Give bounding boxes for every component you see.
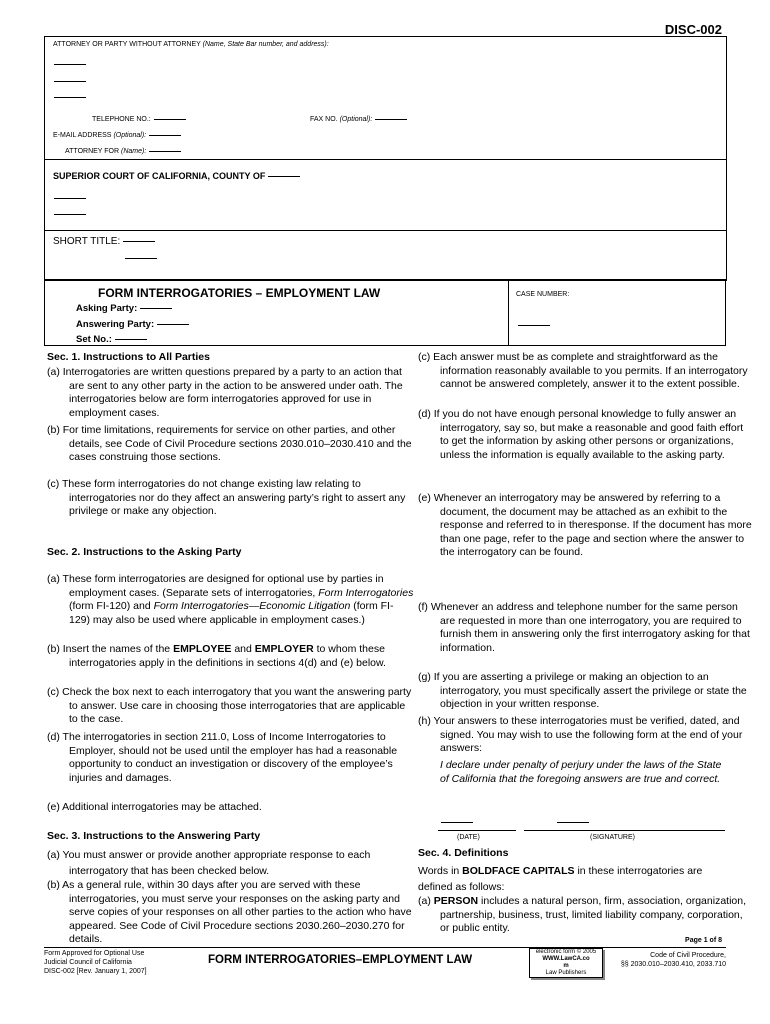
stamp-line-3: m <box>563 963 569 969</box>
attorney-for-note: (Name): <box>121 148 147 155</box>
fax-blank[interactable] <box>375 119 407 120</box>
asking-party-blank[interactable] <box>140 308 172 309</box>
divider <box>44 230 726 231</box>
case-number-blank[interactable] <box>518 325 550 326</box>
footer-left-2: Judicial Council of California <box>44 959 132 966</box>
sec4-intro-pre: Words in <box>418 865 463 877</box>
fax-field[interactable] <box>310 116 407 123</box>
date-line <box>438 830 516 831</box>
divider <box>44 279 45 345</box>
set-no-blank[interactable] <box>115 339 147 340</box>
asking-party-field[interactable] <box>76 303 172 314</box>
answering-party-label: Answering Party: <box>76 319 155 330</box>
sec2-a-it1: Form Interrogatories <box>318 586 414 599</box>
answering-party-blank[interactable] <box>157 324 189 325</box>
sec2-a-it2: Form Interrogatories—Economic Litigation <box>153 600 351 613</box>
sec4-a <box>418 895 752 936</box>
stamp-line-2: WWW.LawCA.co <box>542 956 590 962</box>
attorney-line-1[interactable] <box>54 64 86 65</box>
attorney-line-3[interactable] <box>54 97 86 98</box>
attorney-label <box>53 41 329 48</box>
sec2-a-post: (form FI-129) may also be used where applicable in employment cases.) <box>69 600 394 626</box>
answering-party-field[interactable] <box>76 319 189 330</box>
sec2-e: (e) Additional interrogatories may be attached. <box>47 801 262 813</box>
asking-party-label: Asking Party: <box>76 303 138 314</box>
sec2-a <box>47 573 414 627</box>
sec4-intro <box>418 863 730 895</box>
attorney-for-label: ATTORNEY FOR <box>65 148 120 155</box>
sec2-d: (d) The interrogatories in section 211.0, Loss of Income Interrogatories to Employer, should not be used until the employer has had a reasonable opportunity to conduct an investigation or discovery of the employee’s injuries and damages. <box>47 731 398 784</box>
form-title: FORM INTERROGATORIES – EMPLOYMENT LAW <box>98 286 381 300</box>
stamp-line-1: electronic form © 2005 <box>535 949 597 955</box>
attorney-for-blank[interactable] <box>149 151 181 152</box>
sec3-f: (f) Whenever an address and telephone number for the same person are requested in more than one interrogatory, you are required to furnish them in answering only the first interrogatory asking for that information. <box>418 601 750 654</box>
sec3-g: (g) If you are asserting a privilege or making an objection to an interrogatory, you must specifically assert the privilege or state the objection in your written response. <box>418 671 747 711</box>
sec3-d: (d) If you do not have enough personal knowledge to fully answer an interrogatory, say so, but make a reasonable and good faith effort to get the information by asking other persons or organizations, unless the information is equally available to the asking party. <box>418 408 744 461</box>
court-line-2[interactable] <box>54 214 86 215</box>
divider <box>44 159 726 160</box>
short-title-label: SHORT TITLE: <box>53 236 121 247</box>
divider <box>508 279 509 345</box>
court-label: SUPERIOR COURT OF CALIFORNIA, COUNTY OF <box>53 171 266 181</box>
page-number: Page 1 of 8 <box>685 937 722 944</box>
signature-line <box>524 830 725 831</box>
sec3-a: (a) You must answer or provide another appropriate response to each interrogatory that has been checked below. <box>47 849 371 877</box>
sec1-a: (a) Interrogatories are written questions prepared by a party to an action that are sent to any other party in the action to be answered under oath. The interrogatories below are form interrogatories approved for use in employment cases. <box>47 366 403 419</box>
telephone-blank[interactable] <box>154 119 186 120</box>
email-note: (Optional): <box>113 132 147 139</box>
footer-left-3: DISC-002 [Rev. January 1, 2007] <box>44 968 147 975</box>
set-no-field[interactable] <box>76 334 147 345</box>
footer-left <box>44 949 147 976</box>
sec2-b-bold1: EMPLOYEE <box>173 643 232 655</box>
sec2-c: (c) Check the box next to each interrogatory that you want the answering party to answer. Use care in choosing those interrogatories that are applicable to the case. <box>47 686 412 726</box>
sec2-b-pre: (b) Insert the names of the <box>47 643 174 655</box>
footer-right-1: Code of Civil Procedure, <box>650 952 726 959</box>
sec3-heading: Sec. 3. Instructions to the Answering Party <box>47 830 261 842</box>
sec1-b: (b) For time limitations, requirements for service on other parties, and other details, see Code of Civil Procedure sections 2030.010–2030.410 and the cases construing those sections. <box>47 424 412 464</box>
footer-right <box>621 951 726 969</box>
sec4-intro-post: in these interrogatories are defined as follows: <box>418 865 703 893</box>
footer-right-2: §§ 2030.010–2030.410, 2033.710 <box>620 961 726 968</box>
divider <box>44 345 726 346</box>
fax-label: FAX NO. <box>310 116 338 123</box>
sec4-intro-bold: BOLDFACE CAPITALS <box>462 865 575 877</box>
attorney-label-note: (Name, State Bar number, and address): <box>202 41 329 48</box>
publisher-stamp <box>529 948 603 978</box>
fax-note: (Optional): <box>339 116 373 123</box>
sec1-heading: Sec. 1. Instructions to All Parties <box>47 351 210 363</box>
declaration: I declare under penalty of perjury under the laws of the State of California that the foregoing answers are true and correct. <box>440 759 722 785</box>
sec3-c: (c) Each answer must be as complete and straightforward as the information reasonably available to you permits. If an interrogatory cannot be answered completely, answer it to the extent possible. <box>418 351 748 391</box>
sec2-a-mid: (form FI-120) and <box>69 600 154 613</box>
signature-blank[interactable] <box>557 822 589 823</box>
sec3-h: (h) Your answers to these interrogatories must be verified, dated, and signed. You may wish to use the following form at the end of your answers: <box>418 715 743 755</box>
telephone-label: TELEPHONE NO.: <box>92 116 151 123</box>
short-title-field[interactable] <box>53 236 155 247</box>
attorney-for-field[interactable] <box>65 148 181 155</box>
stamp-line-4: Law Publishers <box>545 970 587 976</box>
sec2-b-mid: and <box>231 643 255 655</box>
telephone-field[interactable] <box>92 116 186 123</box>
divider <box>44 279 726 280</box>
email-label: E-MAIL ADDRESS <box>53 132 112 139</box>
date-label: (DATE) <box>457 834 480 841</box>
short-title-blank[interactable] <box>123 241 155 242</box>
sec2-heading: Sec. 2. Instructions to the Asking Party <box>47 546 242 558</box>
attorney-label-text: ATTORNEY OR PARTY WITHOUT ATTORNEY <box>53 41 201 48</box>
court-line-1[interactable] <box>54 198 86 199</box>
email-field[interactable] <box>53 132 181 139</box>
sec1-c: (c) These form interrogatories do not change existing law relating to interrogatories nor do they affect an answering party’s right to assert any privilege or make any objection. <box>47 478 406 518</box>
case-number-label: CASE NUMBER: <box>516 291 570 298</box>
signature-label: (SIGNATURE) <box>590 834 635 841</box>
footer-title: FORM INTERROGATORIES–EMPLOYMENT LAW <box>208 954 473 966</box>
sec2-b-bold2: EMPLOYER <box>254 643 314 655</box>
footer-left-1: Form Approved for Optional Use <box>44 950 145 957</box>
sec4-heading: Sec. 4. Definitions <box>418 847 509 859</box>
form-number: DISC-002 <box>664 22 722 37</box>
attorney-line-2[interactable] <box>54 81 86 82</box>
court-field[interactable] <box>53 171 300 181</box>
sec4-a-text: includes a natural person, firm, association, organization, partnership, business, trust, limited liability company, corporation, or public entity. <box>440 895 747 935</box>
sec3-e: (e) Whenever an interrogatory may be answered by referring to a document, the document may be attached as an exhibit to the response and referred to in theresponse. If the document has more than one page, refer to the page and section where the answer to the interrogatory can be found. <box>418 492 752 559</box>
sec2-b <box>47 643 414 670</box>
set-no-label: Set No.: <box>76 334 112 345</box>
sec2-b-post: to whom these interrogatories apply in the definitions in sections 4(d) and (e) below. <box>69 643 386 669</box>
sec3-b: (b) As a general rule, within 30 days after you are served with these interrogatories, you must serve your responses on the asking party and serve copies of your responses on all other parties to the action who have appeared. See Code of Civil Procedure sections 2030.260–2030.270 for details. <box>47 879 412 946</box>
email-blank[interactable] <box>149 135 181 136</box>
sec2-a-pre: (a) These form interrogatories are designed for optional use by parties in employment cases. (Separate sets of interrogatories, <box>47 573 384 599</box>
short-title-line-2[interactable] <box>125 258 157 259</box>
court-blank[interactable] <box>268 176 300 177</box>
date-blank[interactable] <box>441 822 473 823</box>
sec4-a-label: (a) <box>418 895 431 907</box>
divider <box>725 279 726 345</box>
footer-rule <box>44 947 726 948</box>
sec4-a-bold: PERSON <box>433 895 479 907</box>
